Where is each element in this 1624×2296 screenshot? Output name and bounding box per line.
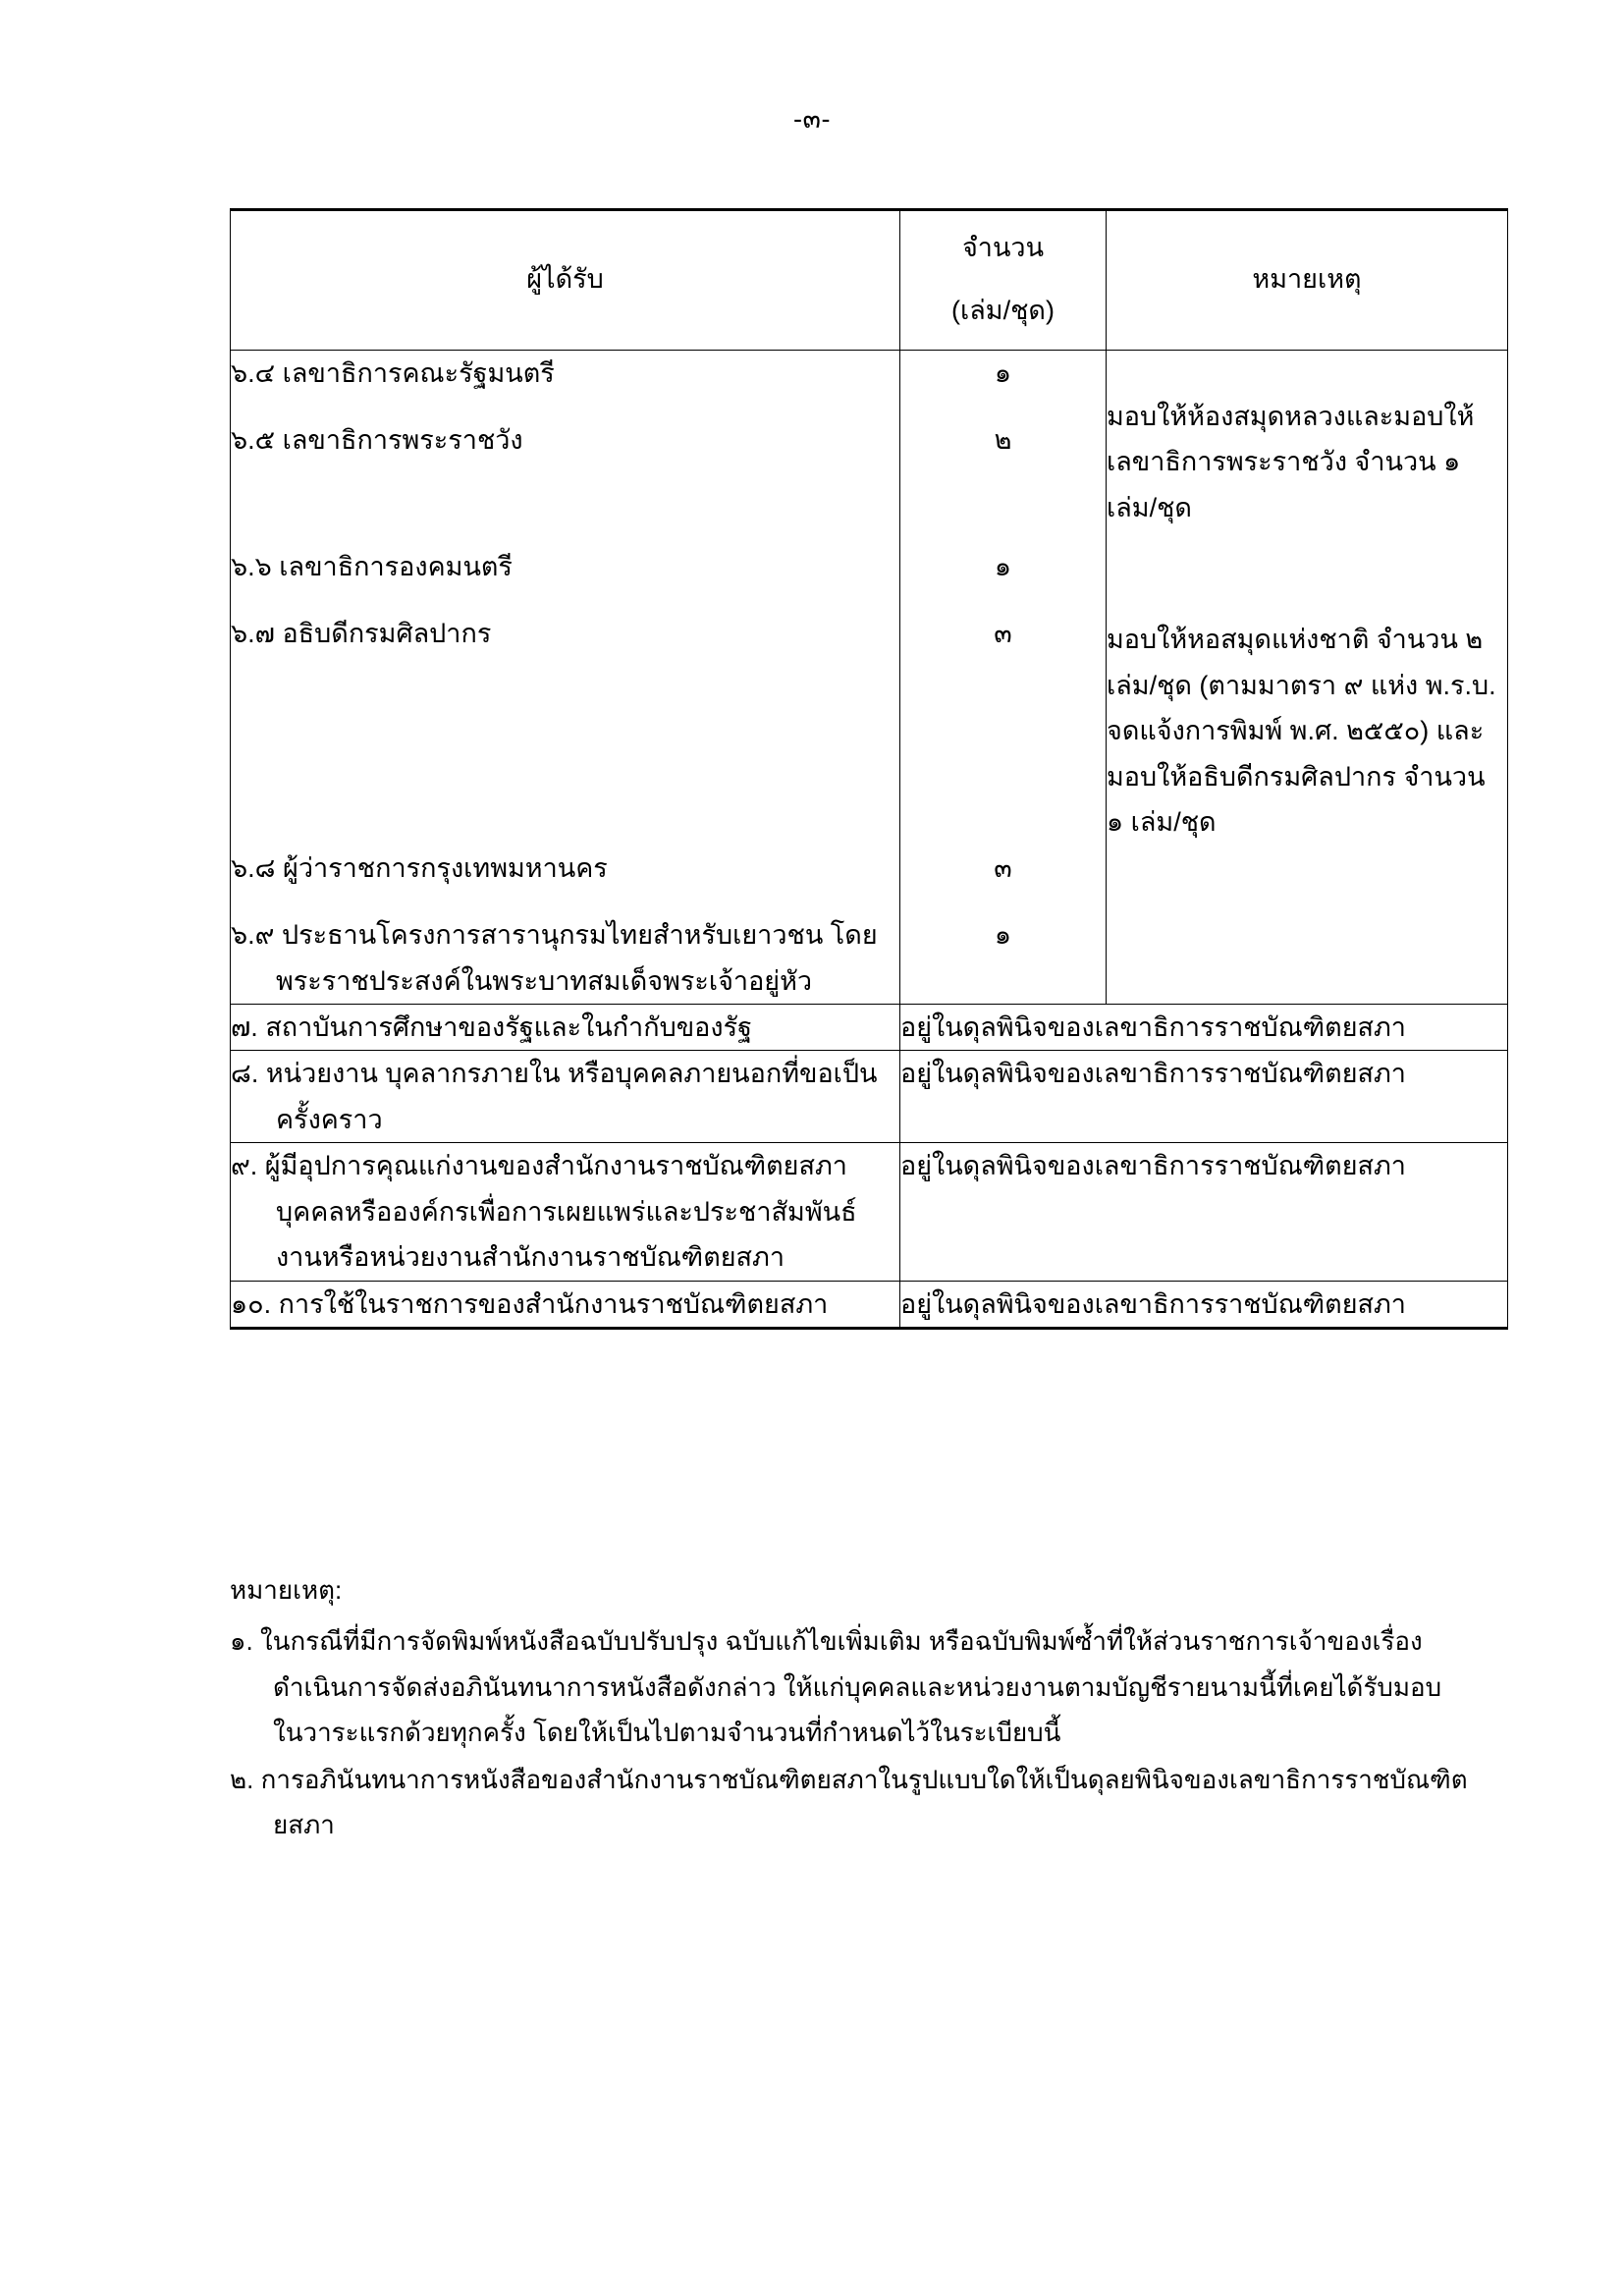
quantity-6-7: ๓	[994, 619, 1012, 649]
quantity-6-9: ๑	[994, 920, 1012, 951]
sub-item-6-9-label: ประธานโครงการสารานุกรมไทยสำหรับเยาวชน โดยพระราชประสงค์ในพระบาทสมเด็จพระเจ้าอยู่หัว	[276, 920, 878, 996]
item-8-label: หน่วยงาน บุคลากรภายใน หรือบุคคลภายนอกที่ขอเป็นครั้งคราว	[265, 1059, 878, 1134]
cell-item-7-recipient	[231, 1004, 900, 1050]
table-header	[231, 210, 1508, 351]
distribution-table	[230, 208, 1508, 1330]
quantity-6-4: ๑	[994, 357, 1012, 388]
column-header-quantity-line2: (เล่ม/ชุด)	[951, 296, 1055, 326]
remark-6-7: มอบให้หอสมุดแห่งชาติ จำนวน ๒ เล่ม/ชุด (ตามมาตรา ๙ แห่ง พ.ร.บ. จดแจ้งการพิมพ์ พ.ศ. ๒๕๕๐) และมอบให้อธิบดีกรมศิลปากร จำนวน ๑ เล่ม/ชุด	[1107, 625, 1496, 837]
sub-item-6-6-number: ๖.๖	[231, 551, 272, 581]
sub-item-6-8-label: ผู้ว่าราชการกรุงเทพมหานคร	[283, 852, 608, 883]
sub-item-6-4-label: เลขาธิการคณะรัฐมนตรี	[282, 357, 555, 388]
cell-item-9-value: อยู่ในดุลพินิจของเลขาธิการราชบัณฑิตยสภา	[900, 1143, 1508, 1281]
cell-item-10-recipient	[231, 1281, 900, 1328]
sub-item-6-8	[231, 846, 899, 891]
item-9-label: ผู้มีอุปการคุณแก่งานของสำนักงานราชบัณฑิตยสภา บุคคลหรือองค์กรเพื่อการเผยแพร่และประชาสัมพันธ์งานหรือหน่วยงานสำนักงานราชบัณฑิตยสภา	[264, 1151, 857, 1273]
item-7-number: ๗.	[231, 1011, 258, 1042]
note-item-2-text: การอภินันทนาการหนังสือของสำนักงานราชบัณฑิตยสภาในรูปแบบใดให้เป็นดุลยพินิจของเลขาธิการราชบัณฑิตยสภา	[260, 1765, 1468, 1840]
sub-item-6-4	[231, 351, 899, 396]
cell-item-8-value: อยู่ในดุลพินิจของเลขาธิการราชบัณฑิตยสภา	[900, 1051, 1508, 1143]
item-8-number: ๘.	[231, 1059, 259, 1089]
remark-6-5: มอบให้ห้องสมุดหลวงและมอบให้เลขาธิการพระราชวัง จำนวน ๑ เล่ม/ชุด	[1107, 401, 1475, 522]
sub-item-6-7	[231, 611, 899, 656]
quantity-6-8: ๓	[994, 852, 1012, 883]
item-7-text	[231, 1005, 899, 1050]
sub-item-6-4-number: ๖.๔	[231, 357, 276, 388]
table-row-item-7	[231, 1004, 1508, 1050]
notes-title: หมายเหตุ:	[230, 1575, 343, 1605]
sub-item-6-7-label: อธิบดีกรมศิลปากร	[282, 619, 492, 649]
sub-item-6-5	[231, 417, 899, 463]
item-7-label: สถาบันการศึกษาของรัฐและในกำกับของรัฐ	[265, 1011, 752, 1042]
sub-item-6-6	[231, 544, 899, 589]
column-header-remark: หมายเหตุ	[1107, 210, 1508, 351]
item-10-number: ๑๐.	[231, 1288, 272, 1319]
sub-item-6-5-label: เลขาธิการพระราชวัง	[282, 425, 523, 456]
item-9-text	[231, 1143, 899, 1280]
sub-item-6-5-number: ๖.๕	[231, 425, 276, 456]
note-item-2	[230, 1757, 1469, 1848]
column-header-recipient: ผู้ได้รับ	[231, 210, 900, 351]
table-row-subitems-group	[231, 350, 1508, 1004]
table-row-item-10	[231, 1281, 1508, 1328]
quantity-6-6: ๑	[994, 551, 1012, 581]
cell-recipient-list	[231, 350, 900, 1004]
note-item-1-text: ในกรณีที่มีการจัดพิมพ์หนังสือฉบับปรับปรุง ฉบับแก้ไขเพิ่มเติม หรือฉบับพิมพ์ซ้ำที่ให้ส่วนราชการเจ้าของเรื่องดำเนินการจัดส่งอภินันทนาการหนังสือดังกล่าว ให้แก่บุคคลและหน่วยงานตามบัญชีรายนามนี้ที่เคยได้รับมอบในวาระแรกด้วยทุกครั้ง โดยให้เป็นไปตามจำนวนที่กำหนดไว้ในระเบียบนี้	[259, 1626, 1442, 1747]
note-item-1-number: ๑.	[230, 1626, 253, 1657]
cell-item-7-value: อยู่ในดุลพินิจของเลขาธิการราชบัณฑิตยสภา	[900, 1004, 1508, 1050]
table-row-item-8	[231, 1051, 1508, 1143]
cell-item-9-recipient	[231, 1143, 900, 1281]
sub-item-6-9-number: ๖.๙	[231, 920, 275, 951]
table-header-row	[231, 210, 1508, 351]
table-body	[231, 350, 1508, 1328]
cell-remark-list	[1107, 350, 1508, 1004]
column-header-quantity	[900, 210, 1107, 351]
cell-quantity-list	[900, 350, 1107, 1004]
cell-item-10-value: อยู่ในดุลพินิจของเลขาธิการราชบัณฑิตยสภา	[900, 1281, 1508, 1328]
notes-section	[230, 1567, 1469, 1850]
table-row-item-9	[231, 1143, 1508, 1281]
item-10-text	[231, 1282, 899, 1327]
page-number: -๓-	[793, 104, 831, 134]
note-item-1	[230, 1618, 1469, 1755]
item-10-label: การใช้ในราชการของสำนักงานราชบัณฑิตยสภา	[278, 1288, 829, 1319]
item-9-number: ๙.	[231, 1151, 258, 1181]
sub-item-6-7-number: ๖.๗	[231, 619, 275, 649]
cell-item-8-recipient	[231, 1051, 900, 1143]
quantity-6-5: ๒	[994, 425, 1012, 456]
sub-item-6-6-label: เลขาธิการองคมนตรี	[279, 551, 513, 581]
item-8-text	[231, 1051, 899, 1142]
column-header-quantity-line1: จำนวน	[961, 233, 1045, 262]
sub-item-6-8-number: ๖.๘	[231, 852, 276, 883]
sub-item-6-9	[231, 912, 899, 1004]
note-item-2-number: ๒.	[230, 1765, 254, 1795]
